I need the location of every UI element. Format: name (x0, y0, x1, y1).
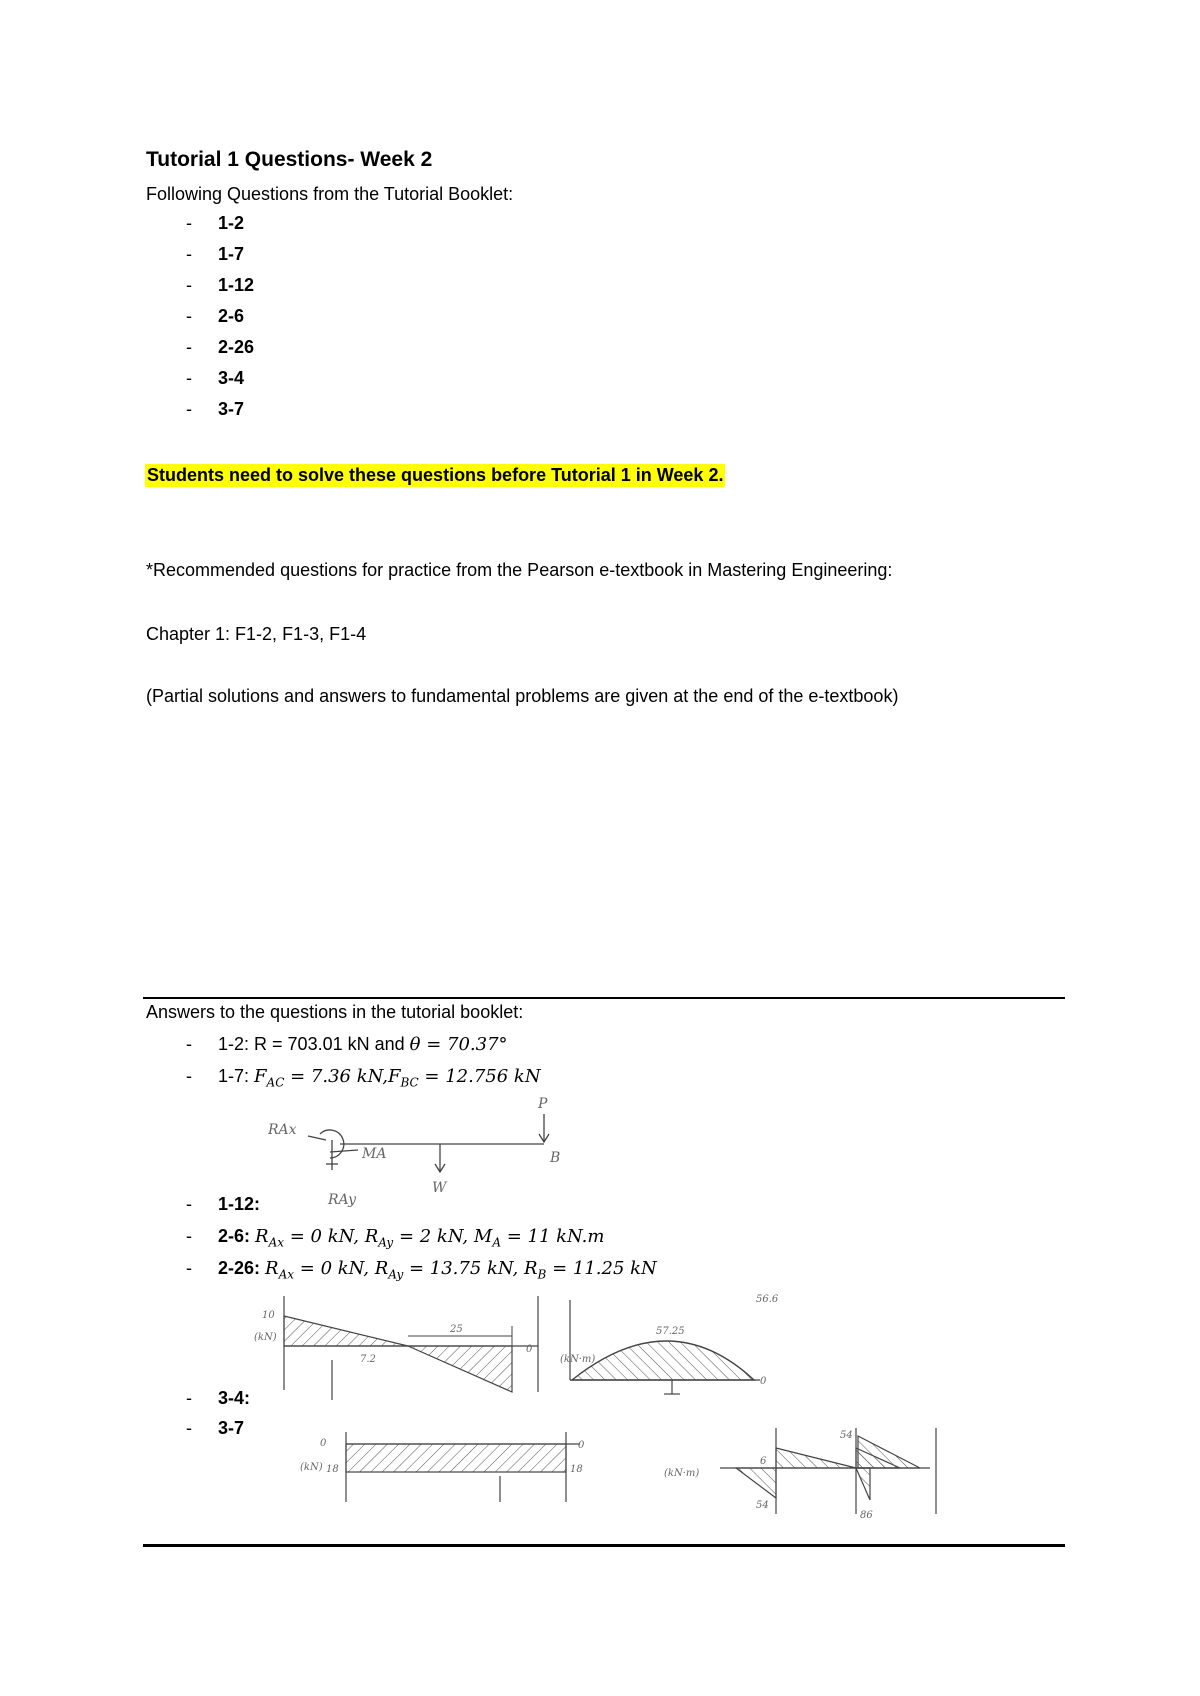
question-label: 2-6 (218, 306, 245, 326)
reaction-subscript: Ax (268, 1235, 285, 1250)
reaction-symbol: R (364, 1226, 379, 1247)
sketch-label: 57.25 (656, 1326, 685, 1337)
equals: = (420, 1034, 448, 1055)
answer-label: 3-4: (218, 1388, 251, 1408)
recommended-text: *Recommended questions for practice from the Pearson e-textbook in Mastering Engineering: (146, 560, 893, 580)
bullet: - (186, 337, 192, 357)
sketch-label: 18 (326, 1464, 339, 1475)
shear-diagram-sketch (250, 1296, 550, 1406)
question-label: 2-26 (218, 337, 255, 357)
answer-label: 1-7: (218, 1066, 250, 1086)
bullet: - (186, 213, 192, 233)
theta-symbol: θ (409, 1034, 421, 1055)
page-title: Tutorial 1 Questions- Week 2 (146, 148, 433, 171)
bullet: - (186, 1418, 192, 1438)
answer-label: 2-6: (218, 1226, 251, 1246)
force-symbol: F (387, 1066, 401, 1087)
chapter-line: Chapter 1: F1-2, F1-3, F1-4 (146, 624, 367, 644)
force-value: = 12.756 kN (418, 1066, 541, 1087)
sketch-label: 0 (760, 1376, 767, 1387)
fbd-label-rax: RAx (268, 1122, 297, 1138)
fbd-label-w: W (432, 1180, 447, 1196)
bullet: - (186, 1194, 192, 1214)
sketch-label: 7.2 (360, 1354, 376, 1365)
sketch-label: 56.6 (756, 1294, 779, 1305)
reaction-subscript: Ay (388, 1267, 404, 1282)
sketch-label: 54 (756, 1500, 769, 1511)
fbd-label-ray: RAy (328, 1192, 356, 1208)
reaction-subscript: B (537, 1267, 547, 1282)
bullet: - (186, 275, 192, 295)
fbd-label-ma: MA (362, 1146, 387, 1162)
sketch-label: 0 (578, 1440, 585, 1451)
shear-diagram-3-7-sketch (290, 1428, 590, 1506)
sketch-label: 18 (570, 1464, 583, 1475)
force-symbol: F (254, 1066, 267, 1087)
bullet: - (186, 1388, 192, 1408)
free-body-diagram-sketch (268, 1092, 578, 1212)
moment-diagram-sketch (560, 1290, 780, 1406)
angle-value: 70.37° (447, 1034, 508, 1055)
bullet: - (186, 306, 192, 326)
answer-label: 2-26: (218, 1258, 261, 1278)
answer-label: 1-12: (218, 1194, 261, 1214)
sketch-label: (kN) (300, 1462, 323, 1473)
bullet: - (186, 368, 192, 388)
force-value: = 7.36 kN, (284, 1066, 388, 1087)
sketch-label: 54 (840, 1430, 853, 1441)
force-subscript: AC (266, 1075, 285, 1090)
bullet: - (186, 1226, 192, 1246)
answers-heading: Answers to the questions in the tutorial booklet: (146, 1002, 524, 1022)
reaction-value: = 0 kN, (284, 1226, 365, 1247)
answer-label: 3-7 (218, 1418, 245, 1438)
reaction-symbol: R (523, 1258, 538, 1279)
fbd-label-p: P (538, 1096, 548, 1112)
sketch-label: (kN·m) (664, 1468, 700, 1479)
reaction-symbol: R (255, 1226, 269, 1247)
force-subscript: BC (400, 1075, 419, 1090)
bullet: - (186, 1066, 192, 1086)
bullet: - (186, 399, 192, 419)
reaction-value: = 13.75 kN, (403, 1258, 524, 1279)
question-label: 1-12 (218, 275, 255, 295)
sketch-label: 0 (526, 1344, 533, 1355)
reaction-symbol: R (265, 1258, 279, 1279)
reaction-symbol: R (374, 1258, 389, 1279)
partial-solutions-note: (Partial solutions and answers to fundamental problems are given at the end of the e-textbook) (146, 686, 899, 706)
sketch-label: (kN·m) (560, 1354, 596, 1365)
top-rule (143, 997, 1065, 999)
fbd-label-b: B (550, 1150, 561, 1166)
reaction-value: = 0 kN, (294, 1258, 375, 1279)
reaction-value: = 11.25 kN (546, 1258, 657, 1279)
reaction-subscript: Ay (378, 1235, 394, 1250)
sketch-label: 86 (860, 1510, 873, 1521)
answer-text: R = 703.01 kN and (249, 1034, 410, 1054)
bullet: - (186, 1258, 192, 1278)
intro-text: Following Questions from the Tutorial Booklet: (146, 184, 514, 204)
moment-value: = 11 kN.m (500, 1226, 605, 1247)
moment-subscript: A (492, 1235, 501, 1250)
sketch-label: 25 (450, 1324, 463, 1335)
question-label: 1-2 (218, 213, 245, 233)
reaction-value: = 2 kN, (393, 1226, 474, 1247)
question-label: 3-7 (218, 399, 245, 419)
moment-diagram-3-7-sketch (660, 1424, 950, 1524)
bullet: - (186, 1034, 192, 1054)
sketch-label: 6 (760, 1456, 767, 1467)
bottom-rule (143, 1544, 1065, 1547)
moment-symbol: M (473, 1226, 493, 1247)
reaction-subscript: Ax (278, 1267, 295, 1282)
bullet: - (186, 244, 192, 264)
sketch-label: (kN) (254, 1332, 277, 1343)
highlighted-note: Students need to solve these questions before Tutorial 1 in Week 2. (147, 465, 724, 485)
answer-label: 1-2: (218, 1034, 250, 1054)
sketch-label: 10 (262, 1310, 275, 1321)
question-label: 1-7 (218, 244, 245, 264)
question-label: 3-4 (218, 368, 245, 388)
sketch-label: 0 (320, 1438, 327, 1449)
